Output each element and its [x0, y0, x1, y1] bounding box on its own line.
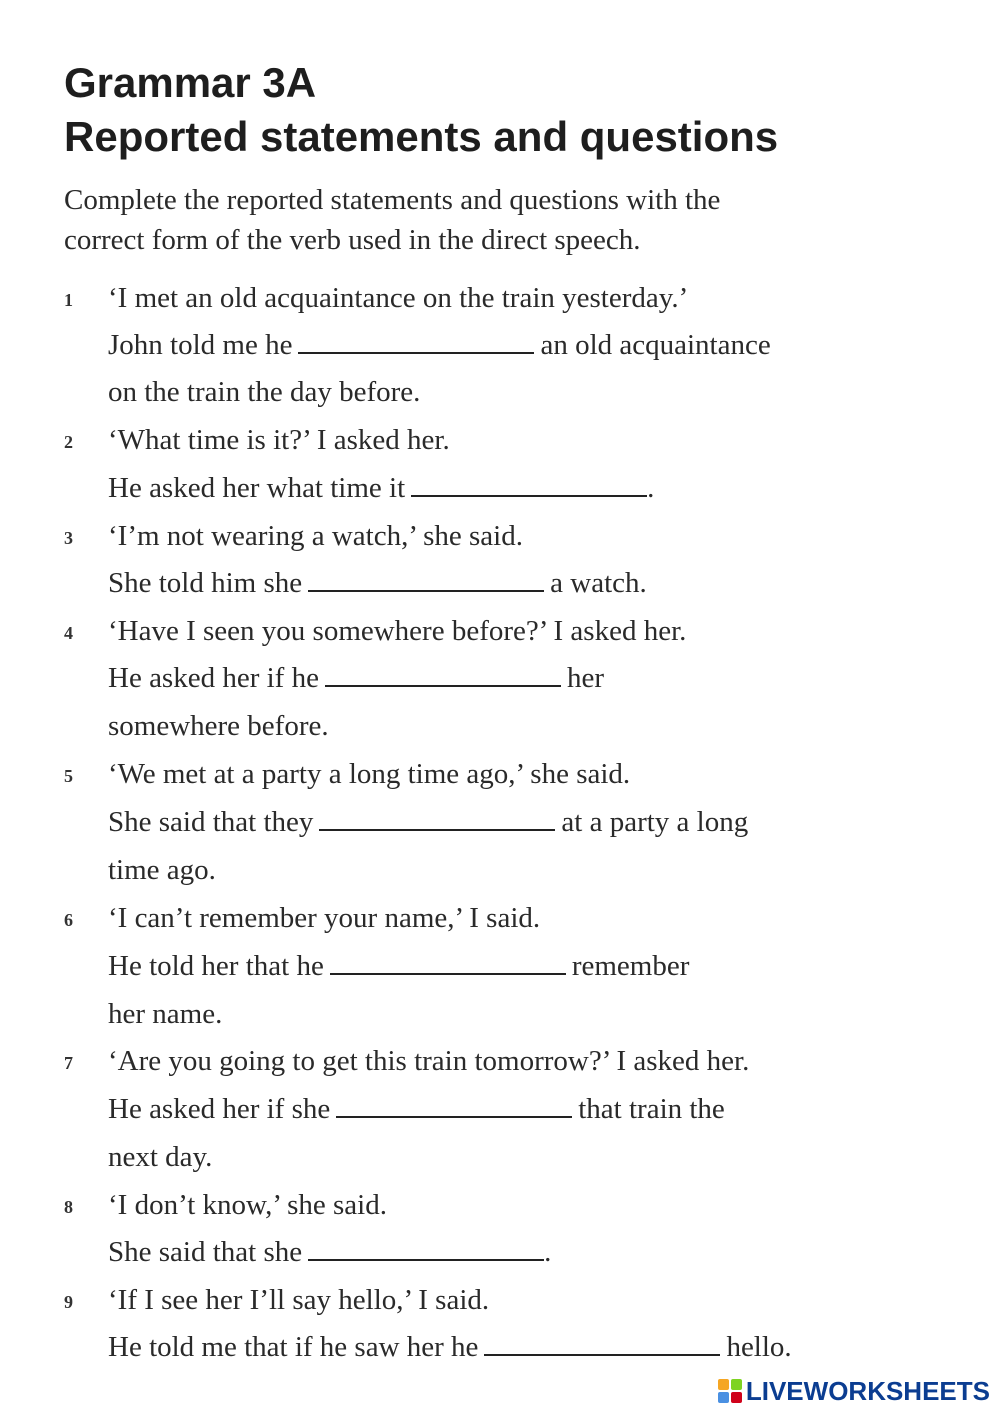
direct-speech: ‘If I see her I’ll say hello,’ I said.	[108, 1284, 490, 1316]
worksheet-subtitle: Reported statements and questions	[64, 113, 779, 160]
reported-sentence	[108, 567, 647, 599]
answer-blank[interactable]	[411, 473, 647, 497]
logo-text: LIVEWORKSHEETS	[745, 1376, 990, 1406]
logo-mark-square	[718, 1379, 729, 1390]
logo-mark-icon	[718, 1379, 742, 1403]
direct-speech: ‘What time is it?’ I asked her.	[108, 424, 450, 456]
direct-speech: ‘I don’t know,’ she said.	[108, 1189, 387, 1221]
logo-mark-square	[731, 1392, 742, 1403]
worksheet-title: Grammar 3A	[64, 59, 317, 106]
reported-sentence	[108, 806, 748, 838]
direct-speech: ‘I can’t remember your name,’ I said.	[108, 902, 541, 934]
item-number: 8	[64, 1197, 73, 1217]
item-number: 2	[64, 432, 73, 452]
reported-text-before: He told me that if he saw her he	[108, 1331, 479, 1363]
item-number: 5	[64, 766, 73, 786]
direct-speech: ‘We met at a party a long time ago,’ she said.	[108, 758, 631, 790]
reported-text-before: He told her that he	[108, 950, 324, 982]
direct-speech: ‘I’m not wearing a watch,’ she said.	[108, 520, 523, 552]
reported-text-after: .	[544, 1236, 552, 1268]
reported-text-after: her	[566, 662, 604, 694]
reported-text-before: He asked her what time it	[108, 472, 406, 504]
item-number: 4	[64, 623, 73, 643]
reported-text-after: that train the	[578, 1093, 725, 1125]
reported-continuation: next day.	[108, 1141, 213, 1173]
reported-continuation: time ago.	[108, 854, 216, 886]
answer-blank[interactable]	[298, 330, 534, 354]
reported-text-before: She said that they	[108, 806, 314, 838]
reported-text-after: at a party a long	[561, 806, 749, 838]
reported-text-after: hello.	[726, 1331, 792, 1363]
reported-continuation: somewhere before.	[108, 710, 329, 742]
reported-sentence	[108, 1331, 792, 1363]
reported-text-after: remember	[571, 950, 690, 982]
reported-text-before: She said that she	[108, 1236, 303, 1268]
reported-text-after: a watch.	[550, 567, 647, 599]
item-number: 9	[64, 1292, 73, 1312]
reported-sentence	[108, 662, 604, 694]
answer-blank[interactable]	[308, 568, 544, 592]
logo-mark-square	[718, 1392, 729, 1403]
reported-text-before: She told him she	[108, 567, 303, 599]
reported-text-before: He asked her if she	[108, 1093, 331, 1125]
item-number: 3	[64, 528, 73, 548]
item-number: 6	[64, 910, 73, 930]
reported-sentence	[108, 1093, 725, 1125]
instructions-line-1: Complete the reported statements and questions with the	[64, 184, 721, 216]
answer-blank[interactable]	[319, 807, 555, 831]
reported-continuation: her name.	[108, 998, 223, 1030]
answer-blank[interactable]	[336, 1094, 572, 1118]
direct-speech: ‘I met an old acquaintance on the train yesterday.’	[108, 282, 689, 314]
item-number: 1	[64, 290, 73, 310]
direct-speech: ‘Are you going to get this train tomorrow?’ I asked her.	[108, 1045, 750, 1077]
logo-mark-square	[731, 1379, 742, 1390]
reported-text-before: John told me he	[108, 329, 293, 361]
reported-sentence	[108, 472, 654, 504]
answer-blank[interactable]	[325, 663, 561, 687]
direct-speech: ‘Have I seen you somewhere before?’ I asked her.	[108, 615, 687, 647]
reported-sentence	[108, 1236, 551, 1268]
reported-sentence	[108, 329, 771, 361]
reported-text-after: an old acquaintance	[540, 329, 771, 361]
item-number: 7	[64, 1053, 73, 1073]
liveworksheets-logo[interactable]	[718, 1378, 990, 1404]
instructions-line-2: correct form of the verb used in the direct speech.	[64, 224, 641, 256]
reported-continuation: on the train the day before.	[108, 376, 421, 408]
answer-blank[interactable]	[330, 951, 566, 975]
answer-blank[interactable]	[308, 1237, 544, 1261]
reported-sentence	[108, 950, 689, 982]
reported-text-after: .	[647, 472, 655, 504]
reported-text-before: He asked her if he	[108, 662, 319, 694]
answer-blank[interactable]	[484, 1332, 720, 1356]
